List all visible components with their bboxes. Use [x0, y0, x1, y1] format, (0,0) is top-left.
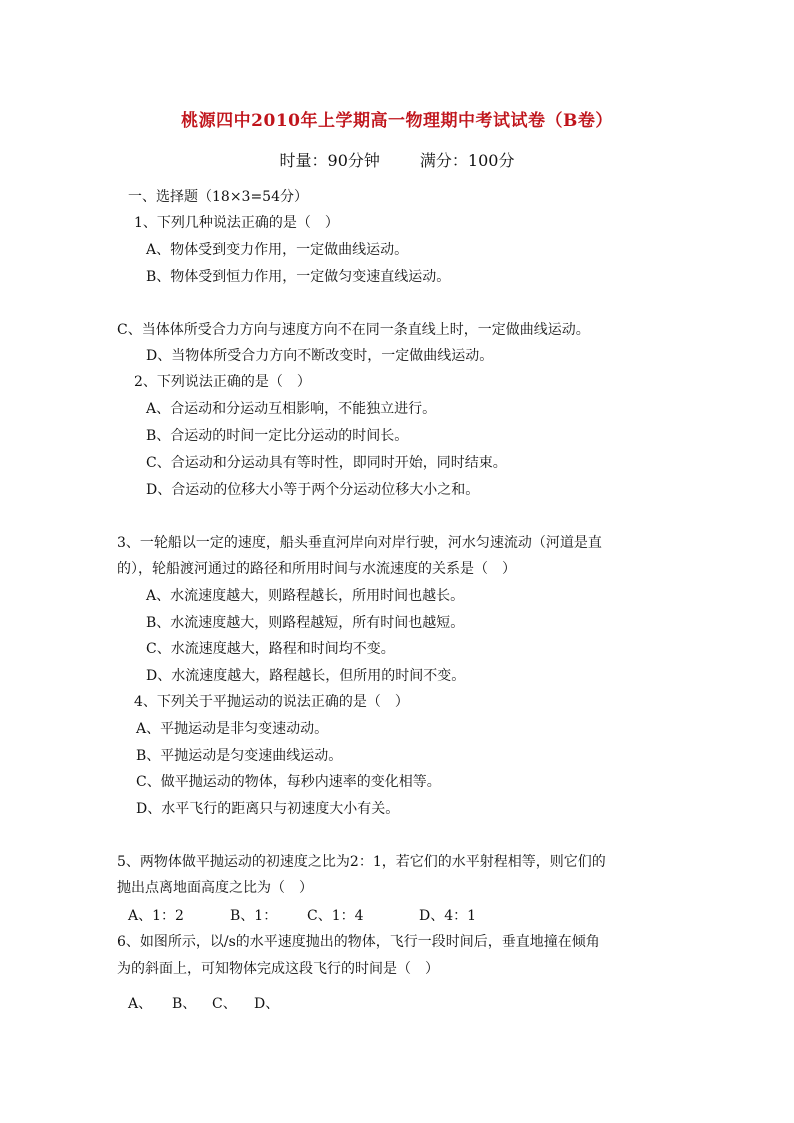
- q5-option-b: B、1：: [230, 908, 278, 924]
- q6-options: [128, 995, 279, 1013]
- q5-stem-line2: 抛出点离地面高度之比为（ ）: [117, 880, 313, 896]
- q2-option-c: C、合运动和分运动具有等时性，即同时开始，同时结束。: [146, 455, 507, 471]
- q1-option-c: C、当体体所受合力方向与速度方向不在同一条直线上时，一定做曲线运动。: [117, 322, 590, 338]
- section-heading: 一、选择题（18×3=54分）: [128, 189, 308, 205]
- q3-option-c: C、水流速度越大，路程和时间均不变。: [146, 641, 395, 657]
- q5-option-c: C、1：4: [307, 908, 364, 924]
- q1-option-d: D、当物体所受合力方向不断改变时，一定做曲线运动。: [146, 348, 494, 364]
- q3-option-b: B、水流速度越大，则路程越短，所有时间也越短。: [146, 615, 465, 631]
- q2-stem: 2、下列说法正确的是（ ）: [134, 374, 311, 390]
- q3-option-a: A、水流速度越大，则路程越长，所用时间也越长。: [146, 588, 465, 604]
- q2-option-a: A、合运动和分运动互相影响，不能独立进行。: [146, 401, 437, 417]
- q6-option-b: B、: [172, 996, 197, 1012]
- q1-stem: 1、下列几种说法正确的是（ ）: [134, 215, 339, 231]
- q6-option-d: D、: [254, 996, 280, 1012]
- exam-title: 桃源四中2010年上学期高一物理期中考试试卷（B卷）: [181, 111, 613, 131]
- q6-stem-line1: 6、如图所示，以/s的水平速度抛出的物体，飞行一段时间后，垂直地撞在倾角: [117, 934, 600, 950]
- q5-option-a: A、1：2: [128, 908, 184, 924]
- q6-option-c: C、: [212, 996, 237, 1012]
- q4-stem: 4、下列关于平抛运动的说法正确的是（ ）: [134, 694, 409, 710]
- q3-stem-line1: 3、一轮船以一定的速度，船头垂直河岸向对岸行驶，河水匀速流动（河道是直: [117, 535, 602, 551]
- q2-option-d: D、合运动的位移大小等于两个分运动位移大小之和。: [146, 482, 480, 498]
- q4-option-a: A、平抛运动是非匀变速动动。: [136, 721, 329, 737]
- q3-stem-line2: 的），轮船渡河通过的路径和所用时间与水流速度的关系是（ ）: [117, 561, 516, 577]
- q1-option-a: A、物体受到变力作用，一定做曲线运动。: [146, 242, 409, 258]
- q6-stem-line2: 为的斜面上，可知物体完成这段飞行的时间是（ ）: [117, 961, 439, 977]
- q6-option-a: A、: [128, 996, 153, 1012]
- q5-options: [128, 907, 476, 925]
- q3-option-d: D、水流速度越大，路程越长，但所用的时间不变。: [146, 668, 466, 684]
- q1-option-b: B、物体受到恒力作用，一定做匀变速直线运动。: [146, 269, 451, 285]
- q4-option-b: B、平抛运动是匀变速曲线运动。: [136, 748, 343, 764]
- q4-option-c: C、做平抛运动的物体，每秒内速率的变化相等。: [136, 774, 441, 790]
- q4-option-d: D、水平飞行的距离只与初速度大小有关。: [136, 801, 400, 817]
- exam-subtitle: [0, 148, 794, 171]
- q5-option-d: D、4：1: [419, 908, 477, 924]
- q5-stem-line1: 5、两物体做平抛运动的初速度之比为2：1，若它们的水平射程相等，则它们的: [117, 854, 606, 870]
- q2-option-b: B、合运动的时间一定比分运动的时间长。: [146, 428, 409, 444]
- exam-time: 时量：90分钟: [279, 151, 380, 170]
- exam-score: 满分：100分: [419, 151, 515, 170]
